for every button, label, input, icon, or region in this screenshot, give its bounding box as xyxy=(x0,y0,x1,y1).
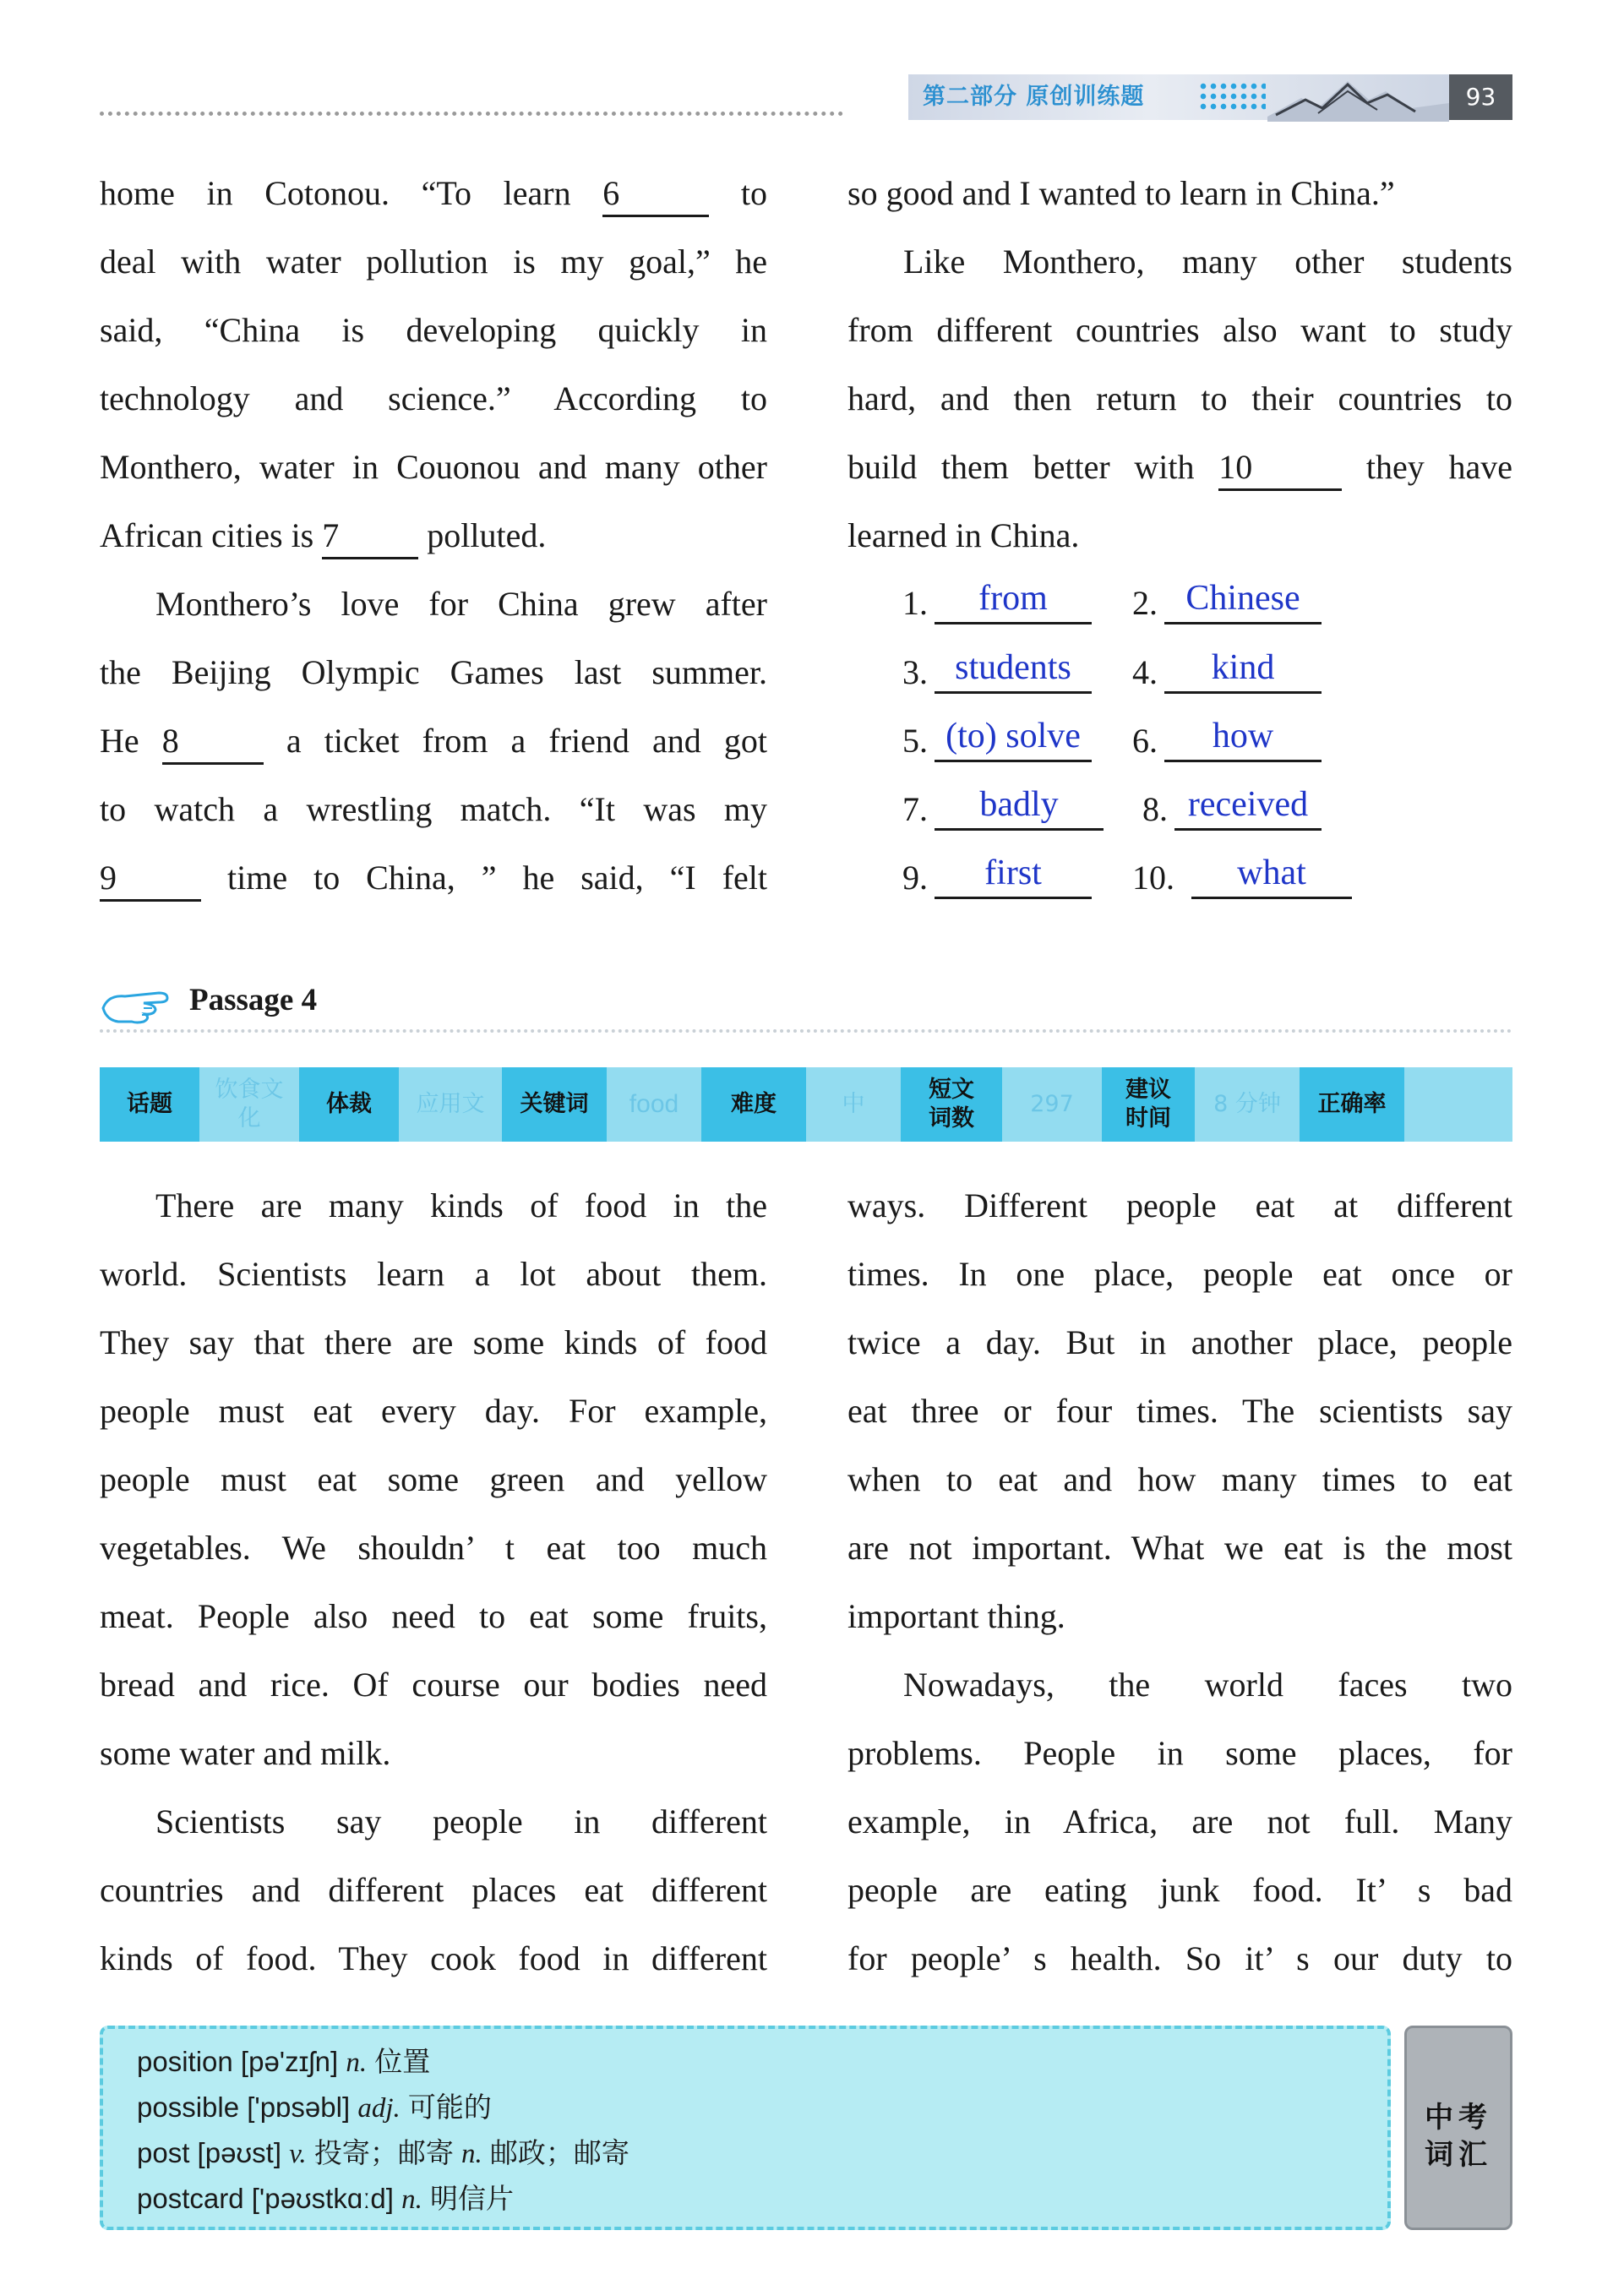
answer-value: (to) solve xyxy=(935,712,1092,762)
answer-number: 5. xyxy=(902,722,928,760)
blank-6: 6 xyxy=(602,172,709,217)
answer-value: kind xyxy=(1164,644,1322,694)
text-line: some water and milk. xyxy=(100,1734,391,1772)
page-number: 93 xyxy=(1449,74,1512,120)
text-line: for people’ s health. So it’ s our duty to xyxy=(847,1939,1512,1977)
blank-7: 7 xyxy=(322,515,418,559)
blank-8: 8 xyxy=(162,720,264,765)
answer-value: students xyxy=(935,644,1092,694)
vocab-entry: postcard ['pəʊstkɑːd] n. 明信片 xyxy=(137,2183,514,2215)
vocabulary-tab xyxy=(1404,2026,1512,2230)
answer-number: 4. xyxy=(1132,653,1158,691)
info-label-topic: 话题 xyxy=(100,1067,199,1142)
text-line: people must eat every day. For example, xyxy=(100,1392,767,1430)
mountain-icon xyxy=(1267,73,1449,122)
text-line: when to eat and how many times to eat xyxy=(847,1460,1512,1498)
text-line: deal with water pollution is my goal,” he xyxy=(100,243,767,281)
text-line: meat. People also need to eat some fruits, xyxy=(100,1597,767,1635)
answer-number: 9. xyxy=(902,859,928,897)
answer-value: first xyxy=(935,849,1092,899)
vocab-entry: post [pəʊst] v. 投寄；邮寄 n. 邮政；邮寄 xyxy=(137,2137,629,2169)
info-value-word-count: 297 xyxy=(1030,1091,1074,1117)
info-value-genre: 应用文 xyxy=(416,1091,485,1117)
answer-number: 6. xyxy=(1132,722,1158,760)
passage3-right-column xyxy=(847,159,1512,570)
divider xyxy=(100,1029,1512,1033)
info-value-suggested-time: 8 分钟 xyxy=(1213,1091,1281,1117)
text-line: said, “China is developing quickly in xyxy=(100,311,767,349)
answer-value: how xyxy=(1164,712,1322,762)
passage-info-bar xyxy=(100,1067,1512,1142)
text-line: times. In one place, people eat once or xyxy=(847,1255,1512,1293)
text-line: twice a day. But in another place, people xyxy=(847,1323,1512,1361)
vocabulary-box xyxy=(100,2026,1391,2230)
answer-value: received xyxy=(1174,781,1322,831)
blank-10: 10 xyxy=(1218,446,1342,491)
passage4-left-column xyxy=(100,1171,767,1993)
section-title: 第二部分 原创训练题 xyxy=(923,84,1145,110)
text-line: They say that there are some kinds of food xyxy=(100,1323,767,1361)
blank-9: 9 xyxy=(100,857,201,902)
text-line: kinds of food. They cook food in different xyxy=(100,1939,767,1977)
text-line: Scientists say people in different xyxy=(155,1802,767,1841)
answer-number: 8. xyxy=(1142,790,1168,828)
text-line: people must eat some green and yellow xyxy=(100,1460,767,1498)
text-line: bread and rice. Of course our bodies need xyxy=(100,1666,767,1704)
answer-value: badly xyxy=(935,781,1104,831)
text-line: eat three or four times. The scientists say xyxy=(847,1392,1512,1430)
vocab-entry: position [pə'zɪʃn] n. 位置 xyxy=(137,2046,431,2078)
text-line: so good and I wanted to learn in China.” xyxy=(847,174,1395,212)
answer-value: what xyxy=(1191,849,1352,899)
info-label-suggested-time: 建议时间 xyxy=(1102,1067,1195,1142)
info-label-word-count: 短文词数 xyxy=(901,1067,1002,1142)
info-label-difficulty: 难度 xyxy=(701,1067,806,1142)
passage4-right-column xyxy=(847,1171,1512,1993)
text-line: from different countries also want to study xyxy=(847,311,1512,349)
answer-number: 1. xyxy=(902,584,928,622)
text-line: There are many kinds of food in the xyxy=(155,1186,767,1224)
header-dot-pattern xyxy=(1198,81,1266,112)
info-label-keyword: 关键词 xyxy=(502,1067,607,1142)
text-line: to watch a wrestling match. “It was my xyxy=(100,790,767,828)
info-value-difficulty: 中 xyxy=(842,1091,865,1117)
vocab-entry: possible ['pɒsəbl] adj. 可能的 xyxy=(137,2091,492,2124)
info-value-keyword: food xyxy=(629,1090,679,1118)
text-line: home in Cotonou. “To learn 6 to xyxy=(100,159,767,227)
text-line: build them better with 10 they have xyxy=(847,433,1512,501)
text-line: hard, and then return to their countries to xyxy=(847,379,1512,417)
answer-number: 3. xyxy=(902,653,928,691)
text-line: the Beijing Olympic Games last summer. xyxy=(100,653,767,691)
info-label-accuracy: 正确率 xyxy=(1300,1067,1404,1142)
answer-value: Chinese xyxy=(1164,575,1322,624)
text-line: world. Scientists learn a lot about them. xyxy=(100,1255,767,1293)
text-line: vegetables. We shouldn’ t eat too much xyxy=(100,1529,767,1567)
pointing-hand-icon xyxy=(100,983,180,1027)
text-line: Monthero, water in Couonou and many other xyxy=(100,448,767,486)
text-line: African cities is 7 polluted. xyxy=(100,501,767,570)
passage3-left-column xyxy=(100,159,767,912)
answer-number: 7. xyxy=(902,790,928,828)
info-value-accuracy xyxy=(1404,1067,1512,1142)
text-line: learned in China. xyxy=(847,516,1080,554)
text-line: ways. Different people eat at different xyxy=(847,1186,1512,1224)
text-line: countries and different places eat different xyxy=(100,1871,767,1909)
text-line: example, in Africa, are not full. Many xyxy=(847,1802,1512,1841)
passage-title: Passage 4 xyxy=(189,983,318,1017)
text-line: Monthero’s love for China grew after xyxy=(155,585,767,623)
info-value-topic: 饮食文化 xyxy=(215,1077,284,1132)
text-line: Nowadays, the world faces two xyxy=(903,1666,1512,1704)
info-label-genre: 体裁 xyxy=(299,1067,399,1142)
answer-number: 2. xyxy=(1132,584,1158,622)
text-line: people are eating junk food. It’ s bad xyxy=(847,1871,1512,1909)
answer-number: 10. xyxy=(1132,859,1174,897)
text-line: He 8 a ticket from a friend and got xyxy=(100,706,767,775)
vocabulary-tab-label: 中考 词汇 xyxy=(1425,2101,1492,2172)
text-line: problems. People in some places, for xyxy=(847,1734,1512,1772)
text-line: 9 time to China, ” he said, “I felt xyxy=(100,843,767,912)
header-dotted-rule xyxy=(100,112,843,116)
text-line: important thing. xyxy=(847,1597,1065,1635)
answer-value: from xyxy=(935,575,1092,624)
text-line: technology and science.” According to xyxy=(100,379,767,417)
text-line: are not important. What we eat is the most xyxy=(847,1529,1512,1567)
text-line: Like Monthero, many other students xyxy=(903,243,1512,281)
